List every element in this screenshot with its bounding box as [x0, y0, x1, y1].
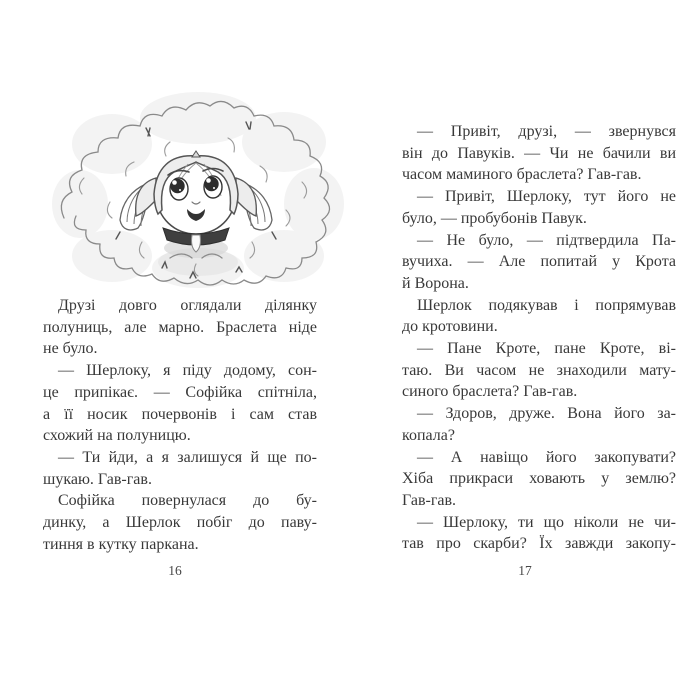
text-line: тиння в кутку паркана.: [43, 535, 199, 553]
left-page-text: [43, 295, 317, 555]
text-line: до кротовини.: [402, 318, 498, 336]
text-line: — Привіт, Шерлоку, тут його не: [417, 188, 676, 206]
text-line: — Шерлоку, ти що ніколи не чи-: [417, 513, 676, 531]
text-line: вучиха. — Але попитай у Крота: [402, 253, 676, 271]
text-line: синого браслета? Гав-гав.: [402, 383, 578, 401]
text-line: — Шерлоку, я піду додому, сон-: [58, 362, 317, 380]
text-line: — Не було, — підтвердила Па-: [417, 231, 676, 249]
text-line: — Здоров, друже. Вона його за-: [417, 405, 676, 423]
text-line: Софійка повернулася до бу-: [58, 492, 317, 510]
text-line: — Ти йди, а я залишуся й ще по-: [58, 448, 317, 466]
text-line: часом маминого браслета? Гав-гав.: [402, 166, 642, 184]
text-line: таю. Ви часом не знаходили мату-: [402, 361, 676, 379]
girl-face: [136, 151, 257, 252]
text-line: Хіба прикраси ховають у землю?: [402, 470, 676, 488]
text-line: тав про скарби? Їх завжди закопу-: [402, 535, 676, 553]
text-line: це припікає. — Софійка спітніла,: [43, 383, 317, 401]
text-line: а її носик почервонів і сам став: [43, 405, 317, 423]
text-line: Гав-гав.: [402, 491, 457, 509]
text-line: — Пане Кроте, пане Кроте, ві-: [417, 340, 676, 358]
page-number-right: 17: [518, 563, 532, 578]
right-page-text: [402, 121, 676, 555]
illustration-girl-peeking-through-bushes: [50, 82, 346, 294]
text-line: не було.: [43, 340, 98, 358]
text-line: схожий на полуницю.: [43, 427, 191, 445]
text-line: Друзі довго оглядали ділянку: [58, 297, 317, 314]
text-line: він до Павуків. — Чи не бачили ви: [402, 144, 676, 162]
text-line: було, — пробубонів Павук.: [402, 209, 587, 227]
text-line: Шерлок подякував і попрямував: [417, 296, 676, 314]
text-line: — Привіт, друзі, — звернувся: [417, 123, 676, 140]
text-line: копала?: [402, 426, 455, 444]
text-line: полуниць, але марно. Браслета ніде: [43, 318, 317, 336]
text-line: шукаю. Гав-гав.: [43, 470, 152, 488]
text-line: — А навіщо його закопувати?: [417, 448, 676, 466]
text-line: й Ворона.: [402, 274, 469, 292]
page-number-left: 16: [168, 563, 182, 578]
text-line: динку, а Шерлок побіг до паву-: [43, 514, 317, 532]
